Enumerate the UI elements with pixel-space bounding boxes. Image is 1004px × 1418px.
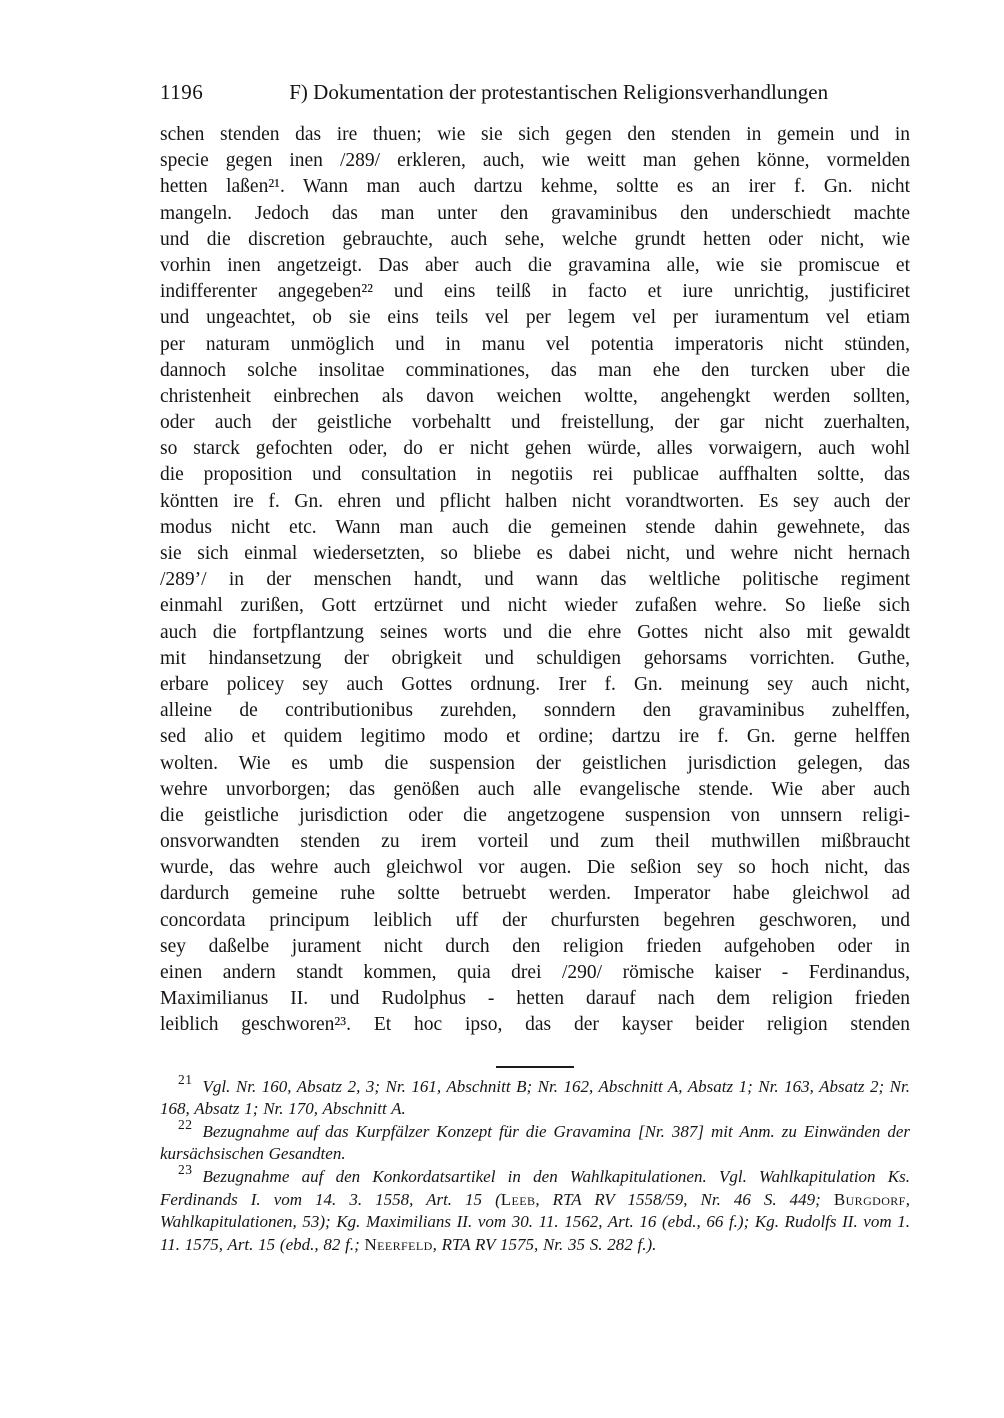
- page-number: 1196: [160, 80, 204, 104]
- body-line: specie gegen inen /289/ erkleren, auch, wie weitt man gehen könne, vormelden: [160, 150, 910, 172]
- footnote-number: 23: [178, 1162, 193, 1178]
- footnote-number: 22: [178, 1117, 193, 1133]
- footnote: [160, 1071, 910, 1121]
- body-line: onsvorwandten stenden zu irem vorteil und zum theil muthwillen mißbraucht: [160, 831, 910, 853]
- body-line: hetten laßen²¹. Wann man auch dartzu kehme, soltte es an irer f. Gn. nicht: [160, 176, 910, 198]
- body-line: köntten ire f. Gn. ehren und pflicht halben nicht vorandtworten. Es sey auch der: [160, 490, 910, 512]
- footnote: [160, 1162, 910, 1256]
- body-line: dannoch solche insolitae comminationes, das man ehe den turcken uber die: [160, 359, 910, 381]
- body-line: mit hindansetzung der obrigkeit und schuldigen gehorsams vorrichten. Guthe,: [160, 647, 910, 669]
- body-line: modus nicht etc. Wann man auch die gemeinen stende dahin gewehnete, das: [160, 516, 910, 538]
- running-header: [160, 80, 910, 104]
- page-content: [160, 80, 910, 1256]
- body-line: sed alio et quidem legitimo modo et ordine; dartzu ire f. Gn. gerne helffen: [160, 726, 910, 748]
- footnote-text: Bezugnahme auf den Konkordatsartikel in den Wahlkapitulationen. Vgl. Wahlkapitulation Ks. Ferdinands I. vom 14. 3. 1558, Art. 15 (: [160, 1166, 910, 1209]
- footnote-text: , RTA RV 1558/59, Nr. 46 S. 449;: [535, 1189, 834, 1209]
- body-line: wolten. Wie es umb die suspension der geistlichen jurisdiction gelegen, das: [160, 752, 910, 774]
- body-line: sey daßelbe jurament nicht durch den religion frieden aufgehoben oder in: [160, 935, 910, 957]
- body-line: per naturam unmöglich und in manu vel potentia imperatoris nicht stünden,: [160, 333, 910, 355]
- footnote-text: Vgl. Nr. 160, Absatz 2, 3; Nr. 161, Abschnitt B; Nr. 162, Abschnitt A, Absatz 1; Nr. 163, Absatz 2; Nr. 168, Absatz 1; Nr. 170, Abschnitt A.: [160, 1076, 910, 1119]
- footnote-separator: [496, 1066, 574, 1068]
- body-line: auch die fortpflantzung seines worts und die ehre Gottes nicht also mit gewaldt: [160, 621, 910, 643]
- footnote-text: , Wahlkapitulationen, 53); Kg. Maximilians II. vom 30. 11. 1562, Art. 16 (ebd., 66 f.); Kg. Rudolfs II. vom 1. 11. 1575, Art. 15 (ebd., 82 f.;: [160, 1189, 910, 1254]
- body-line: wehre unvorborgen; das genößen auch alle evangelische stende. Wie aber auch: [160, 778, 910, 800]
- footnote-author-smallcaps: Burgdorf: [833, 1189, 906, 1209]
- footnote-author-smallcaps: Neerfeld: [364, 1234, 433, 1254]
- body-line: indifferenter angegeben²² und eins teilß in facto et iure unrichtig, justificiret: [160, 281, 910, 303]
- body-line: christenheit einbrechen als davon weichen woltte, angehengkt werden sollten,: [160, 385, 910, 407]
- body-line: die geistliche jurisdiction oder die angetzogene suspension von unnsern religi-: [160, 804, 910, 826]
- body-line: /289’/ in der menschen handt, und wann das weltliche politische regiment: [160, 569, 910, 591]
- running-header-title: F) Dokumentation der protestantischen Religionsverhandlungen: [289, 80, 829, 104]
- body-line: einen andern standt kommen, quia drei /290/ römische kaiser - Ferdinandus,: [160, 962, 910, 983]
- footnote: [160, 1117, 910, 1166]
- footnote-text: Bezugnahme auf das Kurpfälzer Konzept für die Gravamina [Nr. 387] mit Anm. zu Einwänden der kursächsischen Gesandten.: [160, 1121, 910, 1164]
- footnote-text: , RTA RV 1575, Nr. 35 S. 282 f.).: [432, 1234, 657, 1254]
- body-line: mangeln. Jedoch das man unter den gravaminibus den underschiedt machte: [160, 202, 910, 224]
- body-text: [160, 122, 910, 1039]
- body-line: vorhin inen angetzeigt. Das aber auch die gravamina alle, wie sie promiscue et: [160, 254, 910, 276]
- body-line: dardurch gemeine ruhe soltte betruebt werden. Imperator habe gleichwol ad: [160, 883, 910, 905]
- body-line: concordata principum leiblich uff der churfursten begehren geschworen, und: [160, 909, 910, 931]
- body-line: alleine de contributionibus zurehden, sonndern den gravaminibus zuhelffen,: [160, 700, 910, 722]
- body-line: erbare policey sey auch Gottes ordnung. Irer f. Gn. meinung sey auch nicht,: [160, 673, 910, 695]
- body-line: einmahl zurißen, Gott ertzürnet und nicht wieder zufaßen wehre. So ließe sich: [160, 595, 910, 617]
- body-line: sie sich einmal wiedersetzten, so bliebe es dabei nicht, und wehre nicht hernach: [160, 543, 910, 564]
- body-line: leiblich geschworen²³. Et hoc ipso, das der kayser beider religion stenden: [160, 1014, 910, 1036]
- body-line: und die discretion gebrauchte, auch sehe, welche grundt hetten oder nicht, wie: [160, 228, 910, 250]
- body-line: und ungeachtet, ob sie eins teils vel per legem vel per iuramentum vel etiam: [160, 307, 910, 329]
- body-line: schen stenden das ire thuen; wie sie sich gegen den stenden in gemein und in: [160, 124, 910, 145]
- footnotes: [160, 1071, 910, 1257]
- body-line: oder auch der geistliche vorbehaltt und freistellung, der gar nicht zuerhalten,: [160, 412, 910, 434]
- body-line: wurde, das wehre auch gleichwol vor augen. Die seßion sey so hoch nicht, das: [160, 857, 910, 879]
- footnote-number: 21: [178, 1071, 193, 1087]
- body-line: die proposition und consultation in negotiis rei publicae auffhalten soltte, das: [160, 464, 910, 486]
- footnote-author-smallcaps: Leeb: [500, 1189, 536, 1209]
- body-line: Maximilianus II. und Rudolphus - hetten darauf nach dem religion frieden: [160, 988, 910, 1010]
- body-line: so starck gefochten oder, do er nicht gehen würde, alles vorwaigern, auch wohl: [160, 438, 910, 460]
